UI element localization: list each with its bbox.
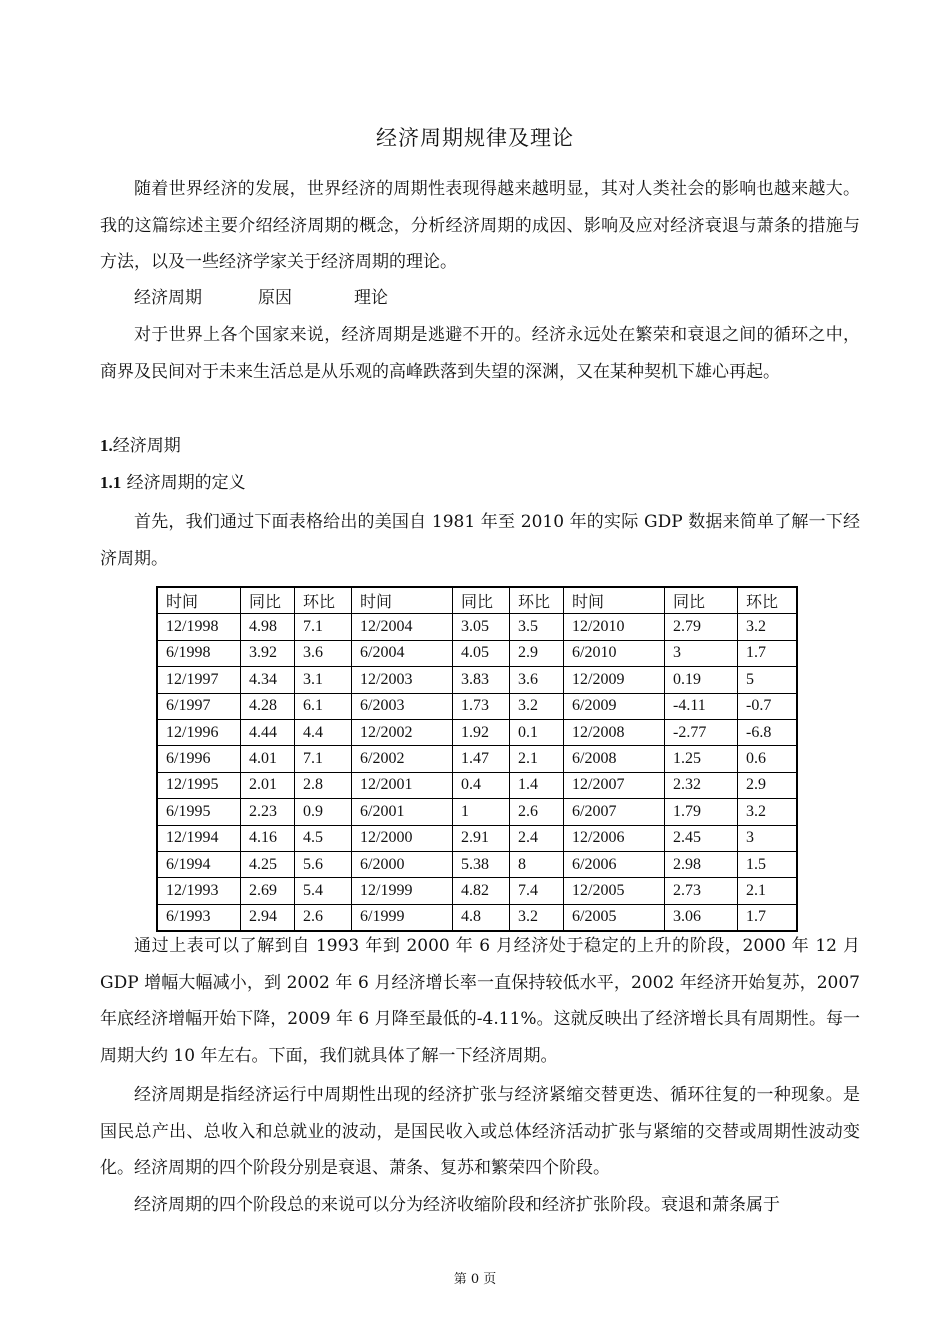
table-cell: 4.8: [453, 904, 510, 931]
table-cell: 3.2: [738, 614, 798, 640]
table-cell: 1.47: [453, 746, 510, 772]
table-cell: 5: [738, 667, 798, 693]
keyword: 原因: [258, 288, 292, 308]
table-row: [157, 640, 797, 666]
table-cell: 3.92: [241, 640, 295, 666]
column-header: 环比: [738, 587, 798, 614]
table-row: [157, 799, 797, 825]
table-row: [157, 825, 797, 851]
table-cell: -6.8: [738, 719, 798, 745]
keywords: [134, 282, 388, 314]
table-cell: 6.1: [295, 693, 352, 719]
table-cell: 2.79: [665, 614, 738, 640]
table-cell: 1.79: [665, 799, 738, 825]
table-row: [157, 878, 797, 904]
table-cell: 4.01: [241, 746, 295, 772]
table-cell: 12/2007: [564, 772, 665, 798]
table-cell: 0.19: [665, 667, 738, 693]
table-cell: 6/1996: [157, 746, 241, 772]
table-cell: 5.4: [295, 878, 352, 904]
table-cell: 0.9: [295, 799, 352, 825]
table-cell: 2.32: [665, 772, 738, 798]
table-cell: -2.77: [665, 719, 738, 745]
table-row: [157, 693, 797, 719]
column-header: 时间: [157, 587, 241, 614]
table-cell: 2.1: [510, 746, 564, 772]
table-cell: 4.82: [453, 878, 510, 904]
table-row: [157, 851, 797, 877]
table-cell: 6/1995: [157, 799, 241, 825]
table-cell: 4.4: [295, 719, 352, 745]
table-cell: 4.25: [241, 851, 295, 877]
table-cell: 2.98: [665, 851, 738, 877]
table-cell: 2.6: [295, 904, 352, 931]
section-number: 1.: [100, 436, 113, 455]
table-header-row: [157, 587, 797, 614]
table-cell: 3.83: [453, 667, 510, 693]
page-number: 第 0 页: [453, 1272, 497, 1287]
table-cell: 12/1996: [157, 719, 241, 745]
table-cell: 6/2001: [352, 799, 453, 825]
table-row: [157, 746, 797, 772]
table-cell: 6/1994: [157, 851, 241, 877]
table-cell: 12/1999: [352, 878, 453, 904]
table-cell: 2.69: [241, 878, 295, 904]
table-cell: 12/2002: [352, 719, 453, 745]
table-cell: 2.4: [510, 825, 564, 851]
table-cell: 2.01: [241, 772, 295, 798]
gdp-table: [156, 586, 798, 932]
table-cell: 3.2: [738, 799, 798, 825]
table-cell: 4.05: [453, 640, 510, 666]
table-cell: 12/2006: [564, 825, 665, 851]
table-cell: 4.28: [241, 693, 295, 719]
column-header: 同比: [453, 587, 510, 614]
table-cell: 3: [738, 825, 798, 851]
table-cell: 0.6: [738, 746, 798, 772]
table-cell: 12/1997: [157, 667, 241, 693]
table-cell: -0.7: [738, 693, 798, 719]
table-cell: 12/2003: [352, 667, 453, 693]
section-number: 1.1: [100, 473, 122, 492]
table-cell: 6/2010: [564, 640, 665, 666]
table-cell: 12/1994: [157, 825, 241, 851]
definition-paragraph: 经济周期是指经济运行中周期性出现的经济扩张与经济紧缩交替更迭、循环往复的一种现象。是国民总产出、总收入和总就业的波动，是国民收入或总体经济活动扩张与紧缩的交替或周期性波动变化。经济周期的四个阶段分别是衰退、萧条、复苏和繁荣四个阶段。: [100, 1085, 860, 1178]
column-header: 同比: [665, 587, 738, 614]
table-cell: 1.73: [453, 693, 510, 719]
table-cell: 7.1: [295, 614, 352, 640]
table-cell: 6/2007: [564, 799, 665, 825]
table-cell: 1.25: [665, 746, 738, 772]
table-cell: 6/1993: [157, 904, 241, 931]
table-cell: 4.98: [241, 614, 295, 640]
table-cell: 2.45: [665, 825, 738, 851]
table-cell: 12/2001: [352, 772, 453, 798]
table-cell: 4.34: [241, 667, 295, 693]
table-cell: 6/2009: [564, 693, 665, 719]
table-cell: 4.16: [241, 825, 295, 851]
table-cell: 7.4: [510, 878, 564, 904]
table-cell: 3.6: [510, 667, 564, 693]
table-cell: 2.1: [738, 878, 798, 904]
analysis-paragraph: 通过上表可以了解到自 1993 年到 2000 年 6 月经济处于稳定的上升的阶段，2000 年 12 月 GDP 增幅大幅减小，到 2002 年 6 月经济增长率一直保持较低水平，2002 年经济开始复苏，2007 年底经济增幅开始下降，2009 年 6 月降至最低的-4.11%。这就反映出了经济增长具有周期性。每一周期大约 10 年左右。下面，我们就具体了解一下经济周期。: [100, 936, 860, 1066]
table-row: [157, 719, 797, 745]
table-cell: 1.92: [453, 719, 510, 745]
table-cell: 4.44: [241, 719, 295, 745]
table-row: [157, 667, 797, 693]
table-cell: 2.6: [510, 799, 564, 825]
table-cell: 1: [453, 799, 510, 825]
column-header: 环比: [295, 587, 352, 614]
table-row: [157, 772, 797, 798]
table-cell: 3: [665, 640, 738, 666]
table-cell: 6/2004: [352, 640, 453, 666]
keyword: 理论: [354, 288, 388, 308]
table-cell: 12/1998: [157, 614, 241, 640]
table-cell: 2.9: [510, 640, 564, 666]
table-cell: 2.9: [738, 772, 798, 798]
table-cell: 6/2005: [564, 904, 665, 931]
table-cell: 5.6: [295, 851, 352, 877]
table-cell: 12/2004: [352, 614, 453, 640]
table-cell: 2.94: [241, 904, 295, 931]
column-header: 时间: [352, 587, 453, 614]
table-cell: 1.5: [738, 851, 798, 877]
phases-paragraph: 经济周期的四个阶段总的来说可以分为经济收缩阶段和经济扩张阶段。衰退和萧条属于: [134, 1195, 780, 1215]
table-cell: 6/1997: [157, 693, 241, 719]
table-cell: 12/2010: [564, 614, 665, 640]
abstract-paragraph: 随着世界经济的发展，世界经济的周期性表现得越来越明显，其对人类社会的影响也越来越大。我的这篇综述主要介绍经济周期的概念，分析经济周期的成因、影响及应对经济衰退与萧条的措施与方法，以及一些经济学家关于经济周期的理论。: [100, 179, 860, 272]
section-title: 经济周期: [112, 436, 181, 456]
table-cell: 1.7: [738, 904, 798, 931]
table-cell: 3.6: [295, 640, 352, 666]
table-cell: 12/1995: [157, 772, 241, 798]
table-cell: 12/2008: [564, 719, 665, 745]
intro-paragraph: 对于世界上各个国家来说，经济周期是逃避不开的。经济永远处在繁荣和衰退之间的循环之中，商界及民间对于未来生活总是从乐观的高峰跌落到失望的深渊，又在某种契机下雄心再起。: [100, 325, 860, 382]
table-cell: 6/2003: [352, 693, 453, 719]
section-title: 经济周期的定义: [121, 473, 246, 493]
table-cell: 3.05: [453, 614, 510, 640]
table-cell: 12/2005: [564, 878, 665, 904]
table-cell: 2.73: [665, 878, 738, 904]
table-cell: 6/1998: [157, 640, 241, 666]
table-cell: 6/2008: [564, 746, 665, 772]
section-heading-1: [100, 430, 181, 462]
table-cell: 3.2: [510, 904, 564, 931]
table-cell: 3.5: [510, 614, 564, 640]
table-cell: 8: [510, 851, 564, 877]
table-cell: 6/1999: [352, 904, 453, 931]
column-header: 同比: [241, 587, 295, 614]
table-cell: 1.4: [510, 772, 564, 798]
column-header: 时间: [564, 587, 665, 614]
section-heading-1-1: [100, 467, 246, 499]
page-title: 经济周期规律及理论: [376, 126, 574, 150]
table-cell: 3.1: [295, 667, 352, 693]
table-intro-paragraph: 首先，我们通过下面表格给出的美国自 1981 年至 2010 年的实际 GDP 数据来简单了解一下经济周期。: [100, 512, 860, 569]
table-cell: 3.06: [665, 904, 738, 931]
table-cell: 3.2: [510, 693, 564, 719]
table-cell: 2.91: [453, 825, 510, 851]
table-cell: 12/2000: [352, 825, 453, 851]
table-cell: 7.1: [295, 746, 352, 772]
keyword: 经济周期: [134, 288, 202, 308]
table-cell: 0.4: [453, 772, 510, 798]
table-cell: -4.11: [665, 693, 738, 719]
table-cell: 2.8: [295, 772, 352, 798]
table-cell: 6/2006: [564, 851, 665, 877]
table-cell: 6/2000: [352, 851, 453, 877]
column-header: 环比: [510, 587, 564, 614]
table-cell: 12/1993: [157, 878, 241, 904]
table-cell: 5.38: [453, 851, 510, 877]
table-cell: 6/2002: [352, 746, 453, 772]
table-cell: 0.1: [510, 719, 564, 745]
table-cell: 1.7: [738, 640, 798, 666]
table-cell: 12/2009: [564, 667, 665, 693]
table-cell: 2.23: [241, 799, 295, 825]
table-row: [157, 614, 797, 640]
table-cell: 4.5: [295, 825, 352, 851]
